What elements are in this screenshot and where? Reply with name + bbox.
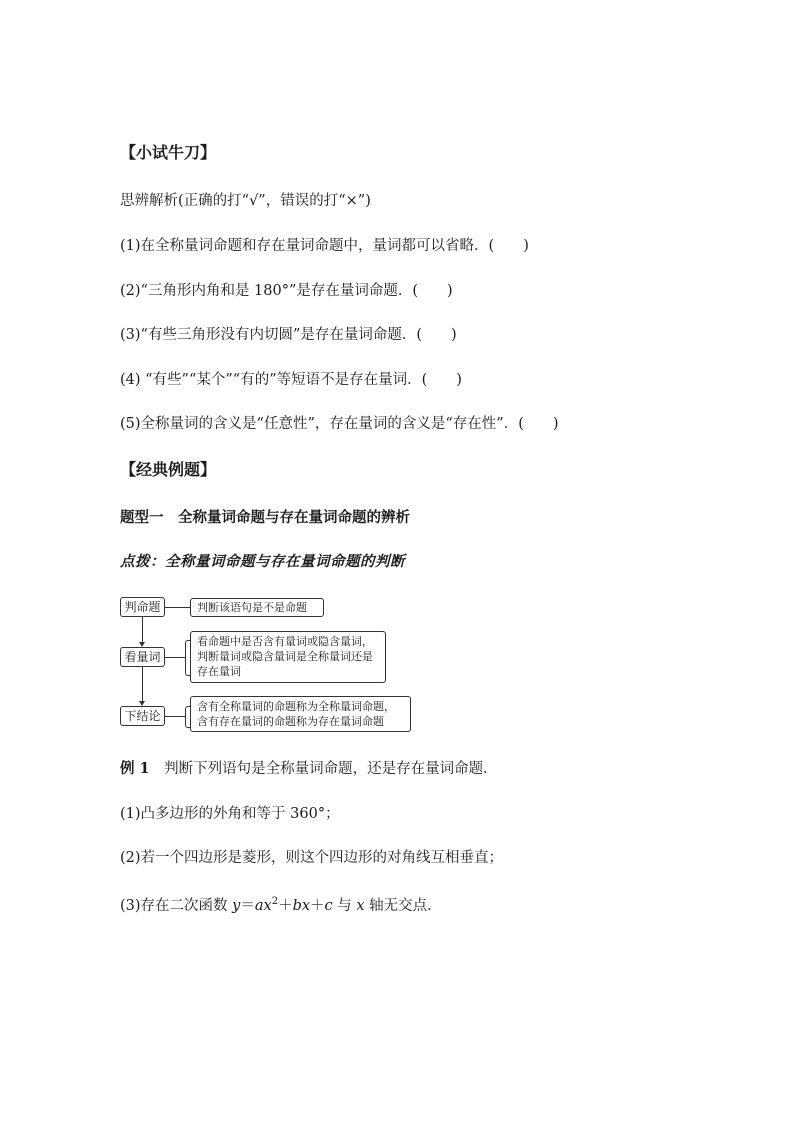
intro-text: 思辨解析(正确的打“√”，错误的打“×”) — [120, 193, 371, 209]
flow-step-label-2: 看量词 — [120, 647, 165, 667]
section-title-examples: 【经典例题】 — [120, 460, 217, 479]
q3-y: y — [232, 897, 241, 914]
q3-x: x — [356, 897, 365, 914]
example-label: 例 1 — [120, 760, 150, 777]
item-2: (2)“三角形内角和是 180°”是存在量词命题．( ) — [120, 283, 453, 299]
flow-arrow-2 — [139, 701, 145, 706]
question-2: (2)若一个四边形是菱形，则这个四边形的对角线互相垂直； — [120, 850, 504, 866]
item-5: (5)全称量词的含义是“任意性”，存在量词的含义是“存在性”．( ) — [120, 416, 559, 432]
flow-step-label-1: 判命题 — [120, 597, 165, 617]
example-1 — [120, 759, 498, 779]
section-title-practice: 【小试牛刀】 — [120, 143, 217, 162]
flow-connector-1 — [142, 617, 143, 642]
flow-arrow-1 — [139, 642, 145, 647]
example-text: 判断下列语句是全称量词命题，还是存在量词命题． — [164, 761, 498, 777]
q3-plus2: ＋ — [310, 897, 325, 914]
q3-prefix: (3)存在二次函数 — [120, 897, 233, 914]
q3-sup: 2 — [271, 896, 279, 907]
q3-suffix: 轴无交点． — [364, 897, 442, 914]
q3-plus1: ＋ — [278, 897, 293, 914]
tip-heading: 点拨：全称量词命题与存在量词命题的判断 — [120, 553, 405, 570]
q3-mid: 与 — [332, 897, 357, 914]
flow-link-1 — [165, 607, 190, 608]
flow-link-2 — [165, 657, 185, 658]
flow-step-desc-3: 含有全称量词的命题称为全称量词命题，含有存在量词的命题称为存在量词命题 — [190, 696, 411, 732]
flow-connector-2 — [142, 667, 143, 701]
question-3 — [120, 892, 442, 916]
flow-step-label-3: 下结论 — [120, 706, 165, 726]
item-1: (1)在全称量词命题和存在量词命题中，量词都可以省略．( ) — [120, 238, 529, 254]
q3-ax: ax — [254, 897, 272, 914]
flow-step-desc-1: 判断该语句是不是命题 — [190, 598, 324, 617]
flow-link-3 — [165, 716, 185, 717]
type-heading: 题型一 全称量词命题与存在量词命题的辨析 — [120, 509, 410, 526]
flow-step-desc-2: 看命题中是否含有量词或隐含量词，判断量词或隐含量词是全称量词还是存在量词 — [190, 631, 386, 683]
q3-c: c — [324, 897, 333, 914]
q3-bx: bx — [292, 897, 311, 914]
item-3: (3)“有些三角形没有内切圆”是存在量词命题．( ) — [120, 327, 457, 343]
q3-eq: ＝ — [240, 897, 255, 914]
question-1: (1)凸多边形的外角和等于 360°； — [120, 806, 340, 822]
item-4: (4) “有些”“某个”“有的”等短语不是存在量词．( ) — [120, 372, 462, 388]
